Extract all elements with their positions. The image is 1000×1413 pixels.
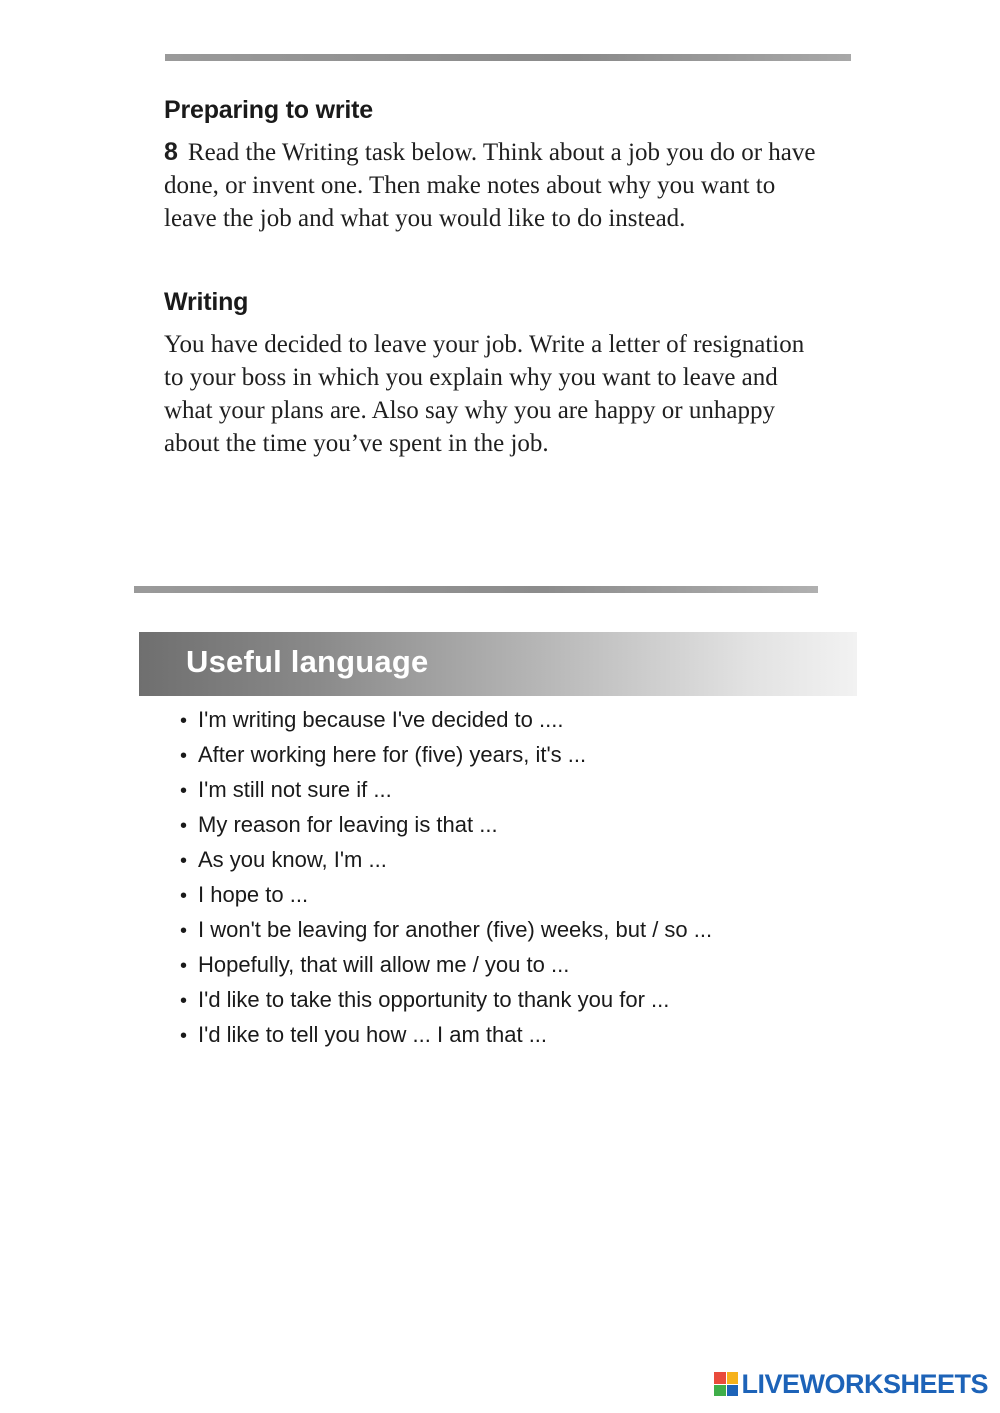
list-item: • My reason for leaving is that ... <box>180 810 712 845</box>
list-item: • After working here for (five) years, it's ... <box>180 740 712 775</box>
preparing-heading: Preparing to write <box>164 96 373 124</box>
top-divider <box>165 54 851 61</box>
task-paragraph <box>164 136 824 235</box>
bullet-icon: • <box>180 780 188 802</box>
logo-square-red <box>714 1372 726 1384</box>
bullet-icon: • <box>180 745 188 767</box>
logo-square-yellow <box>727 1372 739 1384</box>
logo-text: LIVEWORKSHEETS <box>741 1368 988 1399</box>
task-number: 8 <box>164 138 178 166</box>
liveworksheets-logo-icon <box>714 1372 738 1396</box>
bullet-icon: • <box>180 955 188 977</box>
bullet-icon: • <box>180 850 188 872</box>
writing-paragraph: You have decided to leave your job. Write a letter of resignation to your boss in which you explain why you want to leave and what your plans are. Also say why you are happy or unhappy about the time you’ve spent in the job. <box>164 331 805 457</box>
useful-language-banner <box>139 632 857 696</box>
bullet-icon: • <box>180 1025 188 1047</box>
bullet-icon: • <box>180 920 188 942</box>
list-item: • I won't be leaving for another (five) weeks, but / so ... <box>180 915 712 950</box>
writing-heading: Writing <box>164 288 249 316</box>
logo-square-blue <box>727 1385 739 1397</box>
task-text: Read the Writing task below. Think about a job you do or have done, or invent one. Then make notes about why you want to leave the job and what you would like to do instead. <box>164 139 816 232</box>
list-item: • Hopefully, that will allow me / you to ... <box>180 950 712 985</box>
bullet-icon: • <box>180 990 188 1012</box>
liveworksheets-logo[interactable] <box>714 1369 988 1399</box>
list-item: • I'm still not sure if ... <box>180 775 712 810</box>
useful-language-title: Useful language <box>186 644 429 679</box>
bullet-icon: • <box>180 885 188 907</box>
bullet-icon: • <box>180 710 188 732</box>
logo-square-green <box>714 1385 726 1397</box>
list-item: • I hope to ... <box>180 880 712 915</box>
useful-language-list <box>180 705 712 1055</box>
list-item: • I'd like to take this opportunity to thank you for ... <box>180 985 712 1020</box>
list-item: • I'd like to tell you how ... I am that ... <box>180 1020 712 1055</box>
middle-divider <box>134 586 818 593</box>
bullet-icon: • <box>180 815 188 837</box>
list-item: • I'm writing because I've decided to .... <box>180 705 712 740</box>
list-item: • As you know, I'm ... <box>180 845 712 880</box>
